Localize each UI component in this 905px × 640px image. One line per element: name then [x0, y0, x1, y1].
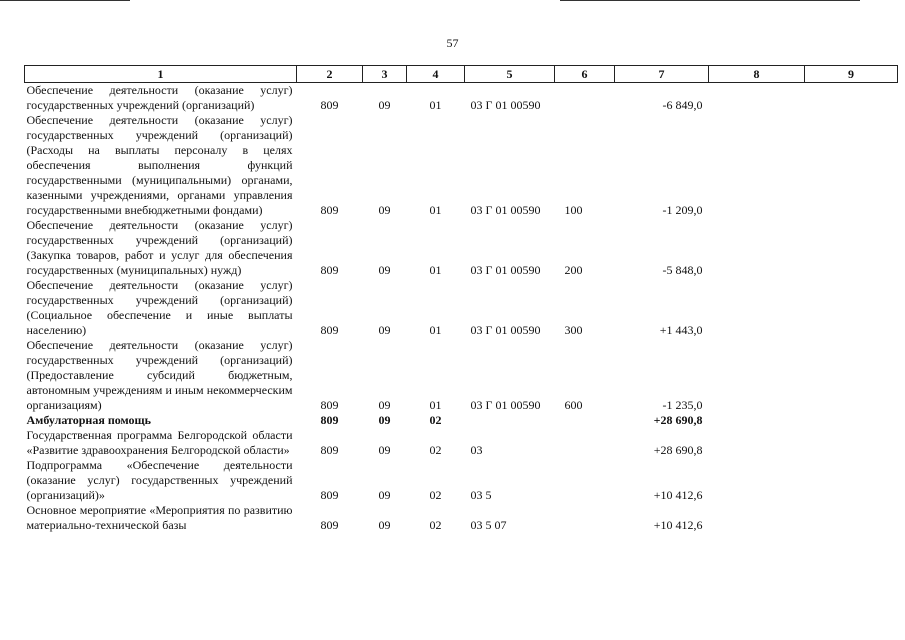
row-col-8	[709, 218, 805, 278]
row-ministry-code: 809	[320, 203, 339, 217]
row-expense-type	[555, 413, 615, 428]
col-header-9: 9	[805, 66, 898, 83]
col-header-4: 4	[407, 66, 465, 83]
table-row	[25, 338, 898, 413]
table-row	[25, 428, 898, 458]
row-ministry-code: 809	[320, 263, 339, 277]
row-amount: -6 849,0	[662, 98, 703, 112]
row-target-article: 03 Г 01 00590	[470, 203, 541, 217]
row-ministry-code: 809	[320, 98, 339, 112]
row-expense-type	[555, 428, 615, 458]
row-col-9	[805, 428, 898, 458]
row-col-8	[709, 83, 805, 114]
row-expense-type: 100	[564, 203, 583, 217]
row-section: 09	[378, 323, 391, 337]
row-subsection: 01	[429, 323, 442, 337]
row-col-9	[805, 458, 898, 503]
row-subsection: 01	[429, 98, 442, 112]
row-col-9	[805, 113, 898, 218]
row-ministry-code: 809	[320, 488, 339, 502]
row-subsection: 02	[429, 413, 442, 427]
row-amount: -5 848,0	[662, 263, 703, 277]
row-amount: +1 443,0	[659, 323, 703, 337]
table-row	[25, 218, 898, 278]
row-section: 09	[378, 413, 391, 427]
row-target-article	[465, 413, 555, 428]
row-expense-type	[555, 458, 615, 503]
row-target-article: 03 Г 01 00590	[470, 98, 541, 112]
row-expense-type: 300	[564, 323, 583, 337]
row-subsection: 01	[429, 398, 442, 412]
row-col-9	[805, 218, 898, 278]
row-name: Обеспечение деятельности (оказание услуг) государственных учреждений (организаций) (Предоставление субсидий бюджетным, автономным учреждениям и иным некоммерческим организациям)	[26, 338, 293, 412]
row-name: Обеспечение деятельности (оказание услуг) государственных учреждений (организаций)	[26, 83, 293, 112]
row-target-article: 03 5	[470, 488, 492, 502]
row-ministry-code: 809	[320, 518, 339, 532]
row-expense-type	[555, 83, 615, 114]
row-section: 09	[378, 263, 391, 277]
row-col-9	[805, 278, 898, 338]
row-target-article: 03 5 07	[470, 518, 507, 532]
row-target-article: 03 Г 01 00590	[470, 263, 541, 277]
row-col-8	[709, 113, 805, 218]
row-amount: +28 690,8	[653, 443, 703, 457]
table-row	[25, 413, 898, 428]
row-name: Основное мероприятие «Мероприятия по развитию материально-технической базы	[26, 503, 293, 532]
col-header-3: 3	[363, 66, 407, 83]
col-header-8: 8	[709, 66, 805, 83]
row-expense-type: 200	[564, 263, 583, 277]
header-row	[25, 66, 898, 83]
row-section: 09	[378, 443, 391, 457]
page-number: 57	[446, 36, 459, 50]
row-target-article: 03 Г 01 00590	[470, 398, 541, 412]
row-col-9	[805, 338, 898, 413]
row-ministry-code: 809	[320, 443, 339, 457]
row-col-9	[805, 83, 898, 114]
budget-table	[24, 65, 898, 533]
row-col-8	[709, 428, 805, 458]
row-expense-type	[555, 503, 615, 533]
row-amount: +28 690,8	[653, 413, 703, 427]
row-col-8	[709, 458, 805, 503]
row-col-8	[709, 413, 805, 428]
col-header-1: 1	[25, 66, 297, 83]
row-section: 09	[378, 518, 391, 532]
row-amount: -1 209,0	[662, 203, 703, 217]
row-col-9	[805, 413, 898, 428]
row-subsection: 01	[429, 203, 442, 217]
row-name: Государственная программа Белгородской области «Развитие здравоохранения Белгородской области»	[26, 428, 293, 457]
table-row	[25, 278, 898, 338]
row-name: Обеспечение деятельности (оказание услуг) государственных учреждений (организаций) (Расходы на выплаты персоналу в целях обеспечения выполнения функций государственными (муниципальными) органами, казенными учреждениями, органами управления государственными внебюджетными фондами)	[26, 113, 293, 217]
table-row	[25, 458, 898, 503]
row-amount: -1 235,0	[662, 398, 703, 412]
row-target-article: 03	[470, 443, 483, 457]
row-target-article: 03 Г 01 00590	[470, 323, 541, 337]
col-header-6: 6	[555, 66, 615, 83]
top-rule-right	[560, 0, 860, 1]
table-row	[25, 83, 898, 114]
row-subsection: 02	[429, 518, 442, 532]
row-col-9	[805, 503, 898, 533]
row-ministry-code: 809	[320, 398, 339, 412]
row-name: Амбулаторная помощь	[26, 413, 151, 427]
col-header-7: 7	[615, 66, 709, 83]
row-ministry-code: 809	[320, 413, 339, 427]
row-ministry-code: 809	[320, 323, 339, 337]
table-row	[25, 503, 898, 533]
row-name: Обеспечение деятельности (оказание услуг) государственных учреждений (организаций) (Социальное обеспечение и иные выплаты населению)	[26, 278, 293, 337]
row-section: 09	[378, 488, 391, 502]
row-expense-type: 600	[564, 398, 583, 412]
row-section: 09	[378, 98, 391, 112]
row-col-8	[709, 503, 805, 533]
row-subsection: 02	[429, 488, 442, 502]
row-subsection: 01	[429, 263, 442, 277]
row-amount: +10 412,6	[653, 488, 703, 502]
col-header-5: 5	[465, 66, 555, 83]
row-section: 09	[378, 398, 391, 412]
row-col-8	[709, 338, 805, 413]
row-subsection: 02	[429, 443, 442, 457]
row-col-8	[709, 278, 805, 338]
row-amount: +10 412,6	[653, 518, 703, 532]
row-name: Обеспечение деятельности (оказание услуг) государственных учреждений (организаций) (Закупка товаров, работ и услуг для обеспечения государственных (муниципальных) нужд)	[26, 218, 293, 277]
row-name: Подпрограмма «Обеспечение деятельности (оказание услуг) государственных учреждений (организаций)»	[26, 458, 293, 502]
row-section: 09	[378, 203, 391, 217]
top-rule-left	[0, 0, 130, 1]
table-row	[25, 113, 898, 218]
col-header-2: 2	[297, 66, 363, 83]
